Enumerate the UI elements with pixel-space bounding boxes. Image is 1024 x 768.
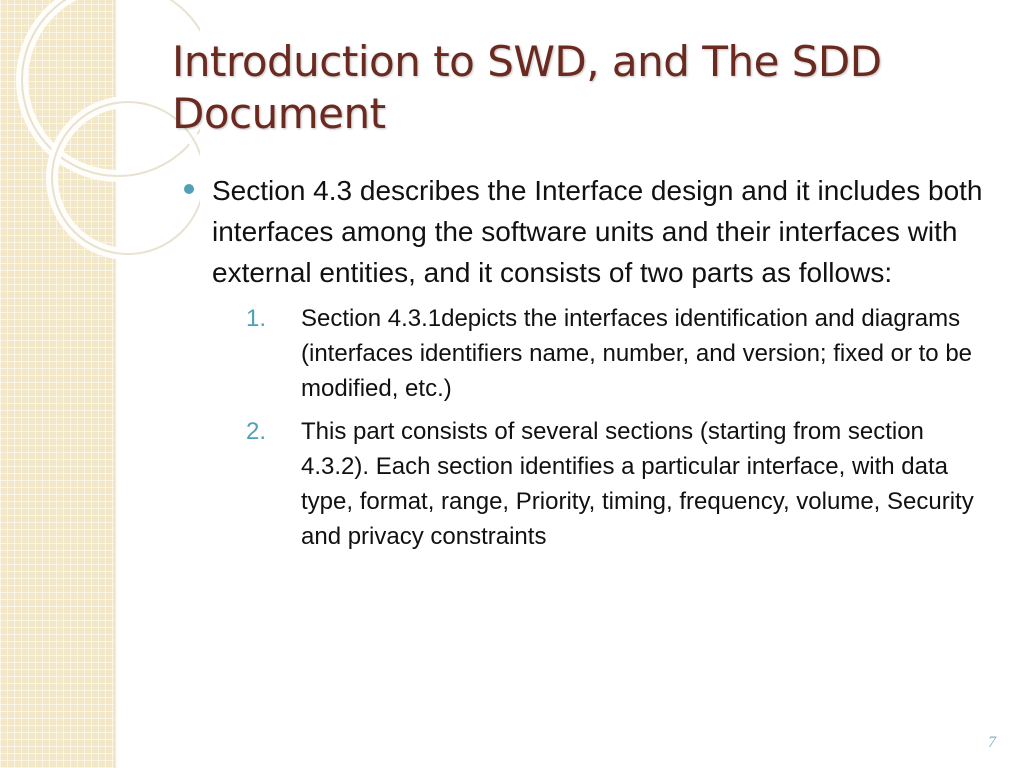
side-band-edge — [114, 0, 117, 768]
bullet-item — [184, 170, 994, 554]
side-band — [0, 0, 115, 768]
bullet-text: Section 4.3 describes the Interface design and it includes both interfaces among the software units and their interfaces with external entities, and it consists of two parts as follows: — [212, 175, 983, 288]
list-item — [212, 414, 994, 554]
list-item — [212, 301, 994, 406]
list-item-text: This part consists of several sections (starting from section 4.3.2). Each section identifies a particular interface, with data type, format, range, Priority, timing, frequency, volume, Security and privacy constraints — [301, 418, 974, 550]
bullet-dot-icon — [184, 184, 194, 194]
list-item-number: 2. — [246, 418, 267, 445]
slide-content — [184, 170, 994, 562]
list-item-number: 1. — [246, 305, 267, 332]
numbered-list — [212, 301, 994, 554]
list-item-text: Section 4.3.1depicts the interfaces identification and diagrams (interfaces identifiers name, number, and version; fixed or to be modified, etc.) — [301, 305, 973, 402]
page-number: 7 — [988, 734, 996, 751]
slide-title: Introduction to SWD, and The SDD Document — [172, 37, 882, 138]
